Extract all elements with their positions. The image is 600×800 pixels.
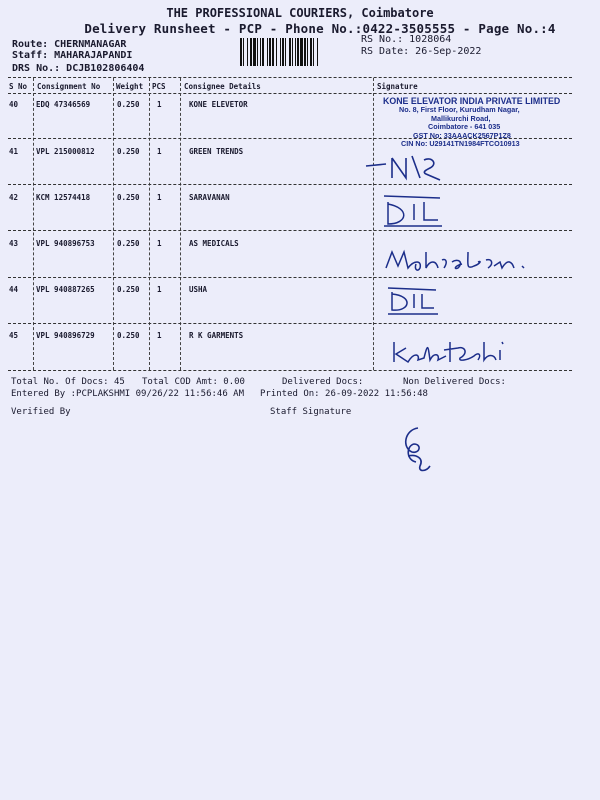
col-consignee: Consignee Details — [184, 82, 261, 91]
non-delivered-docs: Non Delivered Docs: — [403, 377, 506, 387]
row-consignee: SARAVANAN — [189, 193, 230, 202]
stamp-company-name: KONE ELEVATOR INDIA PRIVATE LIMITED — [383, 96, 561, 106]
row-pcs: 1 — [157, 147, 162, 156]
table-top-rule — [8, 77, 572, 78]
row-rule — [8, 184, 572, 185]
total-docs: Total No. Of Docs: 45 — [11, 377, 125, 387]
route-label: Route: CHERNMANAGAR — [12, 39, 127, 50]
row-pcs: 1 — [157, 100, 162, 109]
row-sno: 40 — [9, 100, 19, 109]
entered-by: Entered By :PCPLAKSHMI 09/26/22 11:56:46 AM — [11, 389, 244, 399]
company-title: THE PROFESSIONAL COURIERS, Coimbatore — [166, 6, 434, 20]
signature-row-45 — [388, 336, 510, 368]
col-weight: Weight — [116, 82, 144, 91]
row-consignee: R K GARMENTS — [189, 331, 244, 340]
col-signature: Signature — [377, 82, 418, 91]
rs-date: RS Date: 26-Sep-2022 — [361, 46, 482, 57]
stamp-address-line: Coimbatore - 641 035 — [428, 122, 501, 132]
row-consignment: VPL 940887265 — [36, 285, 95, 294]
row-sno: 43 — [9, 239, 19, 248]
row-pcs: 1 — [157, 239, 162, 248]
staff-label: Staff: MAHARAJAPANDI — [12, 50, 133, 61]
row-pcs: 1 — [157, 331, 162, 340]
row-rule — [8, 323, 572, 324]
row-weight: 0.250 — [117, 285, 140, 294]
row-consignee: USHA — [189, 285, 208, 294]
row-sno: 45 — [9, 331, 19, 340]
col-pcs: PCS — [152, 82, 166, 91]
row-weight: 0.250 — [117, 331, 140, 340]
row-consignment: EDQ 47346569 — [36, 100, 91, 109]
runsheet-title: Delivery Runsheet - PCP - Phone No.:0422-3505555 - Page No.:4 — [84, 21, 556, 36]
stamp-address-line: Mallikurchi Road, — [431, 113, 491, 123]
col-divider — [149, 78, 150, 370]
row-sno: 44 — [9, 285, 19, 294]
col-divider — [180, 78, 181, 370]
company-stamp — [383, 96, 573, 149]
row-consignment: KCM 12574418 — [36, 193, 91, 202]
signature-row-41 — [362, 150, 448, 184]
col-divider — [33, 78, 34, 370]
col-consignment: Consignment No — [37, 82, 101, 91]
staff-signature-mark — [394, 422, 436, 478]
signature-row-44 — [384, 282, 444, 318]
row-pcs: 1 — [157, 193, 162, 202]
row-consignee: AS MEDICALS — [189, 239, 239, 248]
signature-row-42 — [378, 190, 448, 230]
row-consignee: KONE ELEVETOR — [189, 100, 248, 109]
stamp-address-line: No. 8, First Floor, Kurudham Nagar, — [399, 105, 520, 114]
stamp-cin: CIN No: U29141TN1984FTCO10913 — [401, 139, 520, 149]
row-weight: 0.250 — [117, 100, 140, 109]
row-consignment: VPL 215000812 — [36, 147, 95, 156]
stamp-gst: GST No: 33AAACK2567P1Z8 — [413, 130, 511, 140]
barcode — [240, 38, 352, 66]
printed-on: Printed On: 26-09-2022 11:56:48 — [260, 389, 428, 399]
row-sno: 42 — [9, 193, 19, 202]
col-divider — [373, 78, 374, 370]
row-rule — [8, 230, 572, 231]
row-pcs: 1 — [157, 285, 162, 294]
col-divider — [113, 78, 114, 370]
col-sno: S No — [9, 82, 28, 91]
row-weight: 0.250 — [117, 239, 140, 248]
row-consignment: VPL 940896753 — [36, 239, 95, 248]
rs-number: RS No.: 1028064 — [361, 34, 452, 45]
drs-number: DRS No.: DCJB102806404 — [12, 63, 145, 74]
signature-row-43 — [382, 244, 532, 278]
total-cod: Total COD Amt: 0.00 — [142, 377, 245, 387]
table-bottom-rule — [8, 370, 572, 371]
verified-by-label: Verified By — [11, 407, 71, 417]
staff-signature-label: Staff Signature — [270, 407, 352, 417]
row-weight: 0.250 — [117, 147, 140, 156]
delivered-docs: Delivered Docs: — [282, 377, 364, 387]
row-consignment: VPL 940896729 — [36, 331, 95, 340]
row-weight: 0.250 — [117, 193, 140, 202]
row-sno: 41 — [9, 147, 19, 156]
row-consignee: GREEN TRENDS — [189, 147, 244, 156]
table-header-rule — [8, 93, 572, 94]
